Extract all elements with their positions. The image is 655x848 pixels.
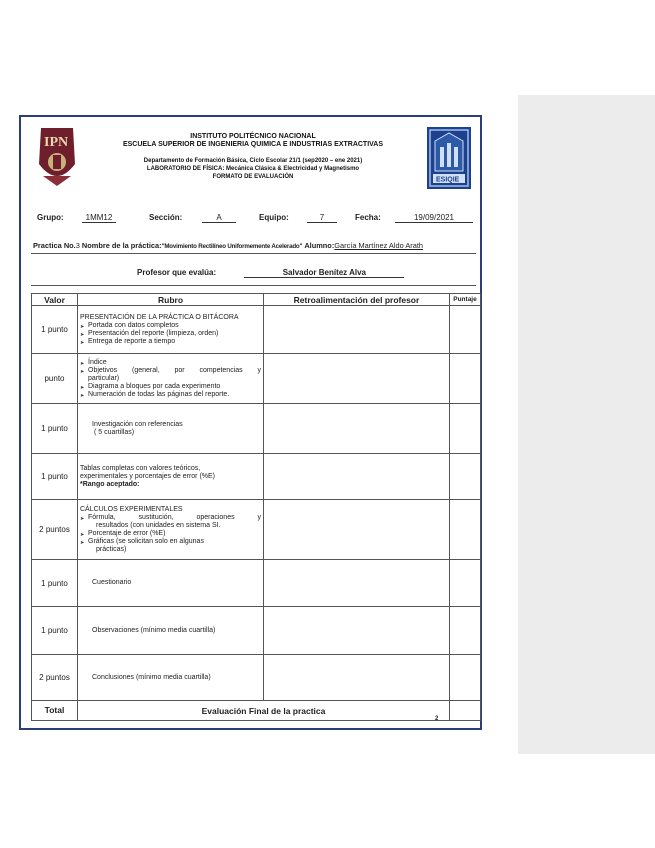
- list-item: ➤ Fórmula, sustitución, operaciones y: [80, 514, 261, 522]
- seccion-value: A: [202, 213, 236, 223]
- score-cell[interactable]: [450, 306, 481, 354]
- list-item: ➤ Portada con datos completos: [80, 322, 261, 330]
- feedback-cell[interactable]: [264, 354, 450, 404]
- list-item: ➤ Gráficas (se solicitan solo en algunas: [80, 538, 261, 546]
- row-text: ( 5 cuartillas): [94, 428, 135, 436]
- total-score-cell[interactable]: [450, 701, 481, 721]
- grupo-value: 1MM12: [82, 213, 116, 223]
- fecha-value: 19/09/2021: [395, 213, 473, 223]
- practice-label: Practica No.: [33, 241, 76, 250]
- feedback-cell[interactable]: [264, 306, 450, 354]
- feedback-cell[interactable]: [264, 655, 450, 701]
- row-value: 1 punto: [32, 404, 78, 454]
- seccion-label: Sección:: [149, 213, 183, 222]
- feedback-cell[interactable]: [264, 560, 450, 607]
- list-item-continuation: particular): [88, 374, 120, 382]
- row-value: 1 punto: [32, 306, 78, 354]
- row-rubro: Cuestionario: [78, 560, 264, 607]
- row-text: Investigación con referencias: [92, 420, 183, 428]
- score-cell[interactable]: [450, 354, 481, 404]
- practice-line: [33, 241, 478, 250]
- ipn-logo: [35, 124, 79, 190]
- table-row: [32, 607, 481, 655]
- esiqie-logo: [427, 127, 471, 189]
- evaluation-format-page: [19, 115, 482, 730]
- total-label: Total: [32, 701, 78, 721]
- equipo-label: Equipo:: [259, 213, 289, 222]
- table-row: [32, 404, 481, 454]
- list-item: ➤ Índice: [80, 359, 261, 367]
- institute-title: INSTITUTO POLITÉCNICO NACIONAL: [190, 133, 316, 140]
- header-puntaje: Puntaje: [450, 294, 481, 306]
- score-cell[interactable]: [450, 655, 481, 701]
- row-rubro: Conclusiones (mínimo media cuartilla): [78, 655, 264, 701]
- row-title: PRESENTACIÓN DE LA PRÁCTICA O BITÁCORA: [80, 313, 239, 321]
- feedback-cell[interactable]: [264, 404, 450, 454]
- table-row: [32, 560, 481, 607]
- row-title: CÁLCULOS EXPERIMENTALES: [80, 505, 183, 513]
- practice-name-label: Nombre de la práctica:: [81, 241, 162, 250]
- table-header-row: [32, 294, 481, 306]
- total-row: [32, 701, 481, 721]
- school-title: ESCUELA SUPERIOR DE INGENIERIA QUIMICA E INDUSTRIAS EXTRACTIVAS: [122, 141, 384, 148]
- list-item-continuation: prácticas): [96, 545, 127, 553]
- divider: [31, 285, 476, 286]
- row-rubro: [78, 404, 264, 454]
- grupo-label: Grupo:: [37, 213, 64, 222]
- header-rubro: Rubro: [78, 294, 264, 306]
- score-cell[interactable]: [450, 607, 481, 655]
- row-value: punto: [32, 354, 78, 404]
- format-title: FORMATO DE EVALUACIÓN: [212, 174, 294, 180]
- score-cell[interactable]: [450, 500, 481, 560]
- table-row: [32, 454, 481, 500]
- svg-text:ESIQIE: ESIQIE: [436, 176, 460, 184]
- feedback-cell[interactable]: [264, 607, 450, 655]
- list-item: ➤ Objetivos (general, por competencias y: [80, 367, 261, 375]
- row-text: experimentales y porcentajes de error (%E): [80, 472, 216, 480]
- row-rubro: [78, 354, 264, 404]
- header-retro: Retroalimentación del profesor: [264, 294, 450, 306]
- comment-gutter: [518, 95, 655, 754]
- list-item: ➤ Porcentaje de error (%E): [80, 530, 261, 538]
- row-value: 1 punto: [32, 454, 78, 500]
- page-number: 2: [435, 716, 439, 722]
- row-note: *Rango aceptado:: [80, 480, 140, 488]
- row-value: 2 puntos: [32, 500, 78, 560]
- row-value: 1 punto: [32, 560, 78, 607]
- lab-line: LABORATORIO DE FÍSICA: Mecánica Clásica & Electricidad y Magnetismo: [146, 166, 360, 172]
- list-item: ➤ Presentación del reporte (limpieza, orden): [80, 330, 261, 338]
- list-item: ➤ Diagrama a bloques por cada experimento: [80, 383, 261, 391]
- fecha-label: Fecha:: [355, 213, 381, 222]
- feedback-cell[interactable]: [264, 500, 450, 560]
- feedback-cell[interactable]: [264, 454, 450, 500]
- professor-line: [137, 268, 404, 278]
- table-row: [32, 306, 481, 354]
- evaluation-table: [31, 293, 481, 721]
- row-rubro: [78, 454, 264, 500]
- student-label: Alumno:: [304, 241, 335, 250]
- list-item: ➤ Numeración de todas las páginas del reporte.: [80, 391, 261, 399]
- row-value: 2 puntos: [32, 655, 78, 701]
- table-row: [32, 655, 481, 701]
- score-cell[interactable]: [450, 560, 481, 607]
- row-rubro: Observaciones (mínimo media cuartilla): [78, 607, 264, 655]
- equipo-value: 7: [307, 213, 337, 223]
- professor-label: Profesor que evalúa:: [137, 268, 217, 277]
- list-item-continuation: resultados (con unidades en sistema SI.: [96, 521, 221, 529]
- row-rubro: [78, 306, 264, 354]
- professor-value: Salvador Benítez Alva: [244, 268, 404, 278]
- header-valor: Valor: [32, 294, 78, 306]
- svg-text:IPN: IPN: [44, 135, 69, 150]
- list-item: ➤ Entrega de reporte a tiempo: [80, 338, 261, 346]
- final-evaluation-label: Evaluación Final de la practica: [78, 701, 450, 721]
- divider: [31, 253, 476, 254]
- row-text: Tablas completas con valores teóricos,: [80, 464, 201, 472]
- student-value: García Martínez Aldo Arath: [334, 241, 424, 250]
- table-row: [32, 500, 481, 560]
- practice-number: 3: [75, 241, 80, 250]
- row-value: 1 punto: [32, 607, 78, 655]
- table-row: [32, 354, 481, 404]
- practice-name-value: "Movimiento Rectilíneo Uniformemente Acelerado": [161, 243, 303, 250]
- department-line: Departamento de Formación Básica, Ciclo Escolar 21/1 (sep2020 – ene 2021): [143, 158, 363, 164]
- score-cell[interactable]: [450, 454, 481, 500]
- score-cell[interactable]: [450, 404, 481, 454]
- row-rubro: [78, 500, 264, 560]
